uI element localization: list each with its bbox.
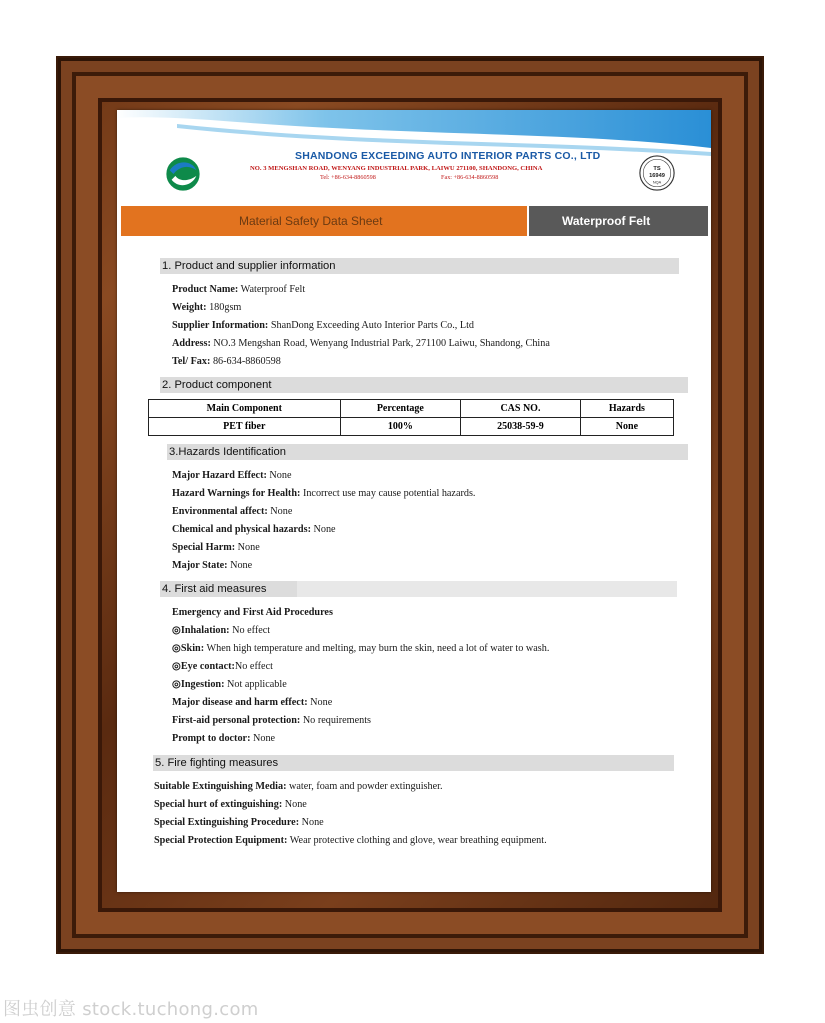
hazard-line: Special Harm: None: [172, 542, 260, 553]
component-table: [148, 399, 674, 436]
svg-text:TS: TS: [653, 166, 661, 173]
table-header-cell: Percentage: [340, 400, 461, 418]
address-line: Address: NO.3 Mengshan Road, Wenyang Industrial Park, 271100 Laiwu, Shandong, China: [172, 338, 550, 349]
first-aid-line: First-aid personal protection: No requirements: [172, 715, 372, 726]
hazard-line: Hazard Warnings for Health: Incorrect use may cause potential hazards.: [172, 488, 476, 499]
first-aid-line: Major disease and harm effect: None: [172, 697, 333, 708]
company-logo-icon: [164, 155, 202, 193]
first-aid-line: Prompt to doctor: None: [172, 733, 276, 744]
section-3-heading: 3.Hazards Identification: [167, 444, 688, 460]
weight-line: Weight: 180gsm: [172, 302, 242, 313]
section-4-heading: 4. First aid measures: [160, 581, 677, 597]
table-cell: 100%: [340, 418, 461, 436]
first-aid-line: ◎Ingestion: Not applicable: [172, 679, 287, 690]
first-aid-line: ◎Eye contact:No effect: [172, 661, 273, 672]
company-fax: Fax: +86-634-8860598: [441, 174, 499, 181]
company-name: SHANDONG EXCEEDING AUTO INTERIOR PARTS CO., LTD: [295, 150, 601, 162]
hazard-line: Chemical and physical hazards: None: [172, 524, 336, 535]
first-aid-line: ◎Inhalation: No effect: [172, 625, 271, 636]
fire-fighting-line: Special Extinguishing Procedure: None: [154, 817, 324, 828]
document-title-bar: Material Safety Data Sheet: [121, 206, 527, 236]
fire-fighting-line: Special Protection Equipment: Wear protective clothing and glove, wear breathing equipment.: [154, 835, 547, 846]
svg-text:16949: 16949: [649, 172, 665, 179]
section-5-heading: 5. Fire fighting measures: [153, 755, 674, 771]
hazard-line: Major State: None: [172, 560, 253, 571]
fire-fighting-line: Suitable Extinguishing Media: water, foam and powder extinguisher.: [154, 781, 443, 792]
section-2-heading: 2. Product component: [160, 377, 688, 393]
hazard-line: Environmental affect: None: [172, 506, 293, 517]
table-header-cell: CAS NO.: [461, 400, 581, 418]
company-address: NO. 3 MENGSHAN ROAD, WENYANG INDUSTRIAL PARK, LAIWU 271100, SHANDONG, CHINA: [250, 165, 543, 172]
svg-text:NQA: NQA: [652, 180, 662, 185]
company-tel: Tel: +86-634-8860598: [320, 174, 376, 181]
table-cell: None: [580, 418, 673, 436]
first-aid-line: ◎Skin: When high temperature and melting, may burn the skin, need a lot of water to wash.: [172, 643, 550, 654]
fire-fighting-line: Special hurt of extinguishing: None: [154, 799, 307, 810]
table-cell: 25038-59-9: [461, 418, 581, 436]
table-header-cell: Main Component: [149, 400, 341, 418]
table-header-row: [149, 400, 674, 418]
table-cell: PET fiber: [149, 418, 341, 436]
product-title-bar: Waterproof Felt: [529, 206, 708, 236]
table-row: [149, 418, 674, 436]
product-name-line: Product Name: Waterproof Felt: [172, 284, 306, 295]
hazard-line: Major Hazard Effect: None: [172, 470, 292, 481]
supplier-line: Supplier Information: ShanDong Exceeding Auto Interior Parts Co., Ltd: [172, 320, 475, 331]
tel-fax-line: Tel/ Fax: 86-634-8860598: [172, 356, 281, 367]
first-aid-line: Emergency and First Aid Procedures: [172, 607, 333, 618]
ts16949-certification-badge: [638, 154, 676, 192]
stock-watermark: 图虫创意 stock.tuchong.com: [3, 999, 259, 1020]
section-1-heading: 1. Product and supplier information: [160, 258, 679, 274]
msds-document: [117, 110, 711, 892]
table-header-cell: Hazards: [580, 400, 673, 418]
